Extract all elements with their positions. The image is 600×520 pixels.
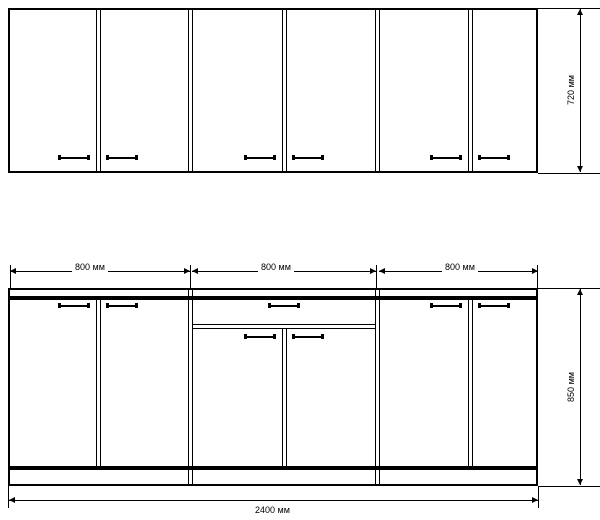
upper-door-handle — [58, 155, 90, 160]
drawer-bottom-edge — [193, 324, 375, 325]
dim-extension-line — [538, 486, 539, 508]
dim-arrow-down — [577, 166, 583, 172]
dim-extension-line — [376, 265, 377, 289]
dim-extension-line — [537, 265, 538, 289]
dim-arrow-up — [577, 289, 583, 295]
dim-extension-line — [538, 8, 600, 9]
upper-door-divider — [100, 9, 101, 172]
dim-line-lower-height — [580, 289, 581, 485]
upper-door-divider — [286, 9, 287, 172]
upper-door-handle — [292, 155, 324, 160]
dim-arrow-down — [577, 479, 583, 485]
lower-door-handle — [478, 303, 510, 308]
dim-extension-line — [190, 265, 191, 289]
lower-door-divider — [100, 299, 101, 467]
upper-section-divider — [192, 9, 193, 172]
upper-section-divider — [188, 9, 189, 172]
upper-door-divider — [282, 9, 283, 172]
dim-line-total-width — [9, 500, 538, 501]
lower-door-divider — [472, 299, 473, 467]
upper-door-handle — [478, 155, 510, 160]
lower-door-handle — [430, 303, 462, 308]
upper-cabinet-body — [8, 8, 538, 173]
lower-section-divider — [375, 288, 376, 486]
lower-door-divider — [468, 299, 469, 467]
upper-door-divider — [468, 9, 469, 172]
upper-section-divider — [375, 9, 376, 172]
lower-door-divider — [96, 299, 97, 467]
upper-door-divider — [472, 9, 473, 172]
upper-door-handle — [430, 155, 462, 160]
dim-arrow-right — [532, 497, 538, 503]
dim-label-upper-height: 720 мм — [566, 72, 576, 108]
dim-arrow-up — [577, 9, 583, 15]
upper-door-handle — [106, 155, 138, 160]
lower-section-divider — [192, 288, 193, 486]
dim-extension-line — [538, 173, 600, 174]
dim-line-upper-height — [580, 9, 581, 172]
toe-kick — [8, 468, 538, 486]
dim-label-segment-3: 800 мм — [442, 262, 478, 272]
lower-door-handle — [292, 334, 324, 339]
dim-extension-line — [10, 265, 11, 289]
lower-door-divider — [286, 329, 287, 467]
drawer-bottom-edge — [193, 328, 375, 329]
dim-extension-line — [538, 486, 600, 487]
countertop — [8, 288, 538, 298]
dim-arrow-left — [192, 268, 198, 274]
lower-section-divider — [188, 288, 189, 486]
drawer-handle — [268, 303, 300, 308]
dim-label-segment-2: 800 мм — [258, 262, 294, 272]
dim-extension-line — [538, 288, 600, 289]
upper-door-divider — [96, 9, 97, 172]
lower-door-handle — [106, 303, 138, 308]
dim-arrow-left — [379, 268, 385, 274]
lower-section-divider — [379, 288, 380, 486]
dim-label-lower-height: 850 мм — [566, 369, 576, 405]
dim-arrow-left — [9, 497, 15, 503]
upper-section-divider — [379, 9, 380, 172]
lower-door-divider — [282, 329, 283, 467]
upper-door-handle — [244, 155, 276, 160]
dim-label-total-width: 2400 мм — [252, 505, 293, 515]
lower-door-handle — [244, 334, 276, 339]
dim-label-segment-1: 800 мм — [72, 262, 108, 272]
lower-door-handle — [58, 303, 90, 308]
